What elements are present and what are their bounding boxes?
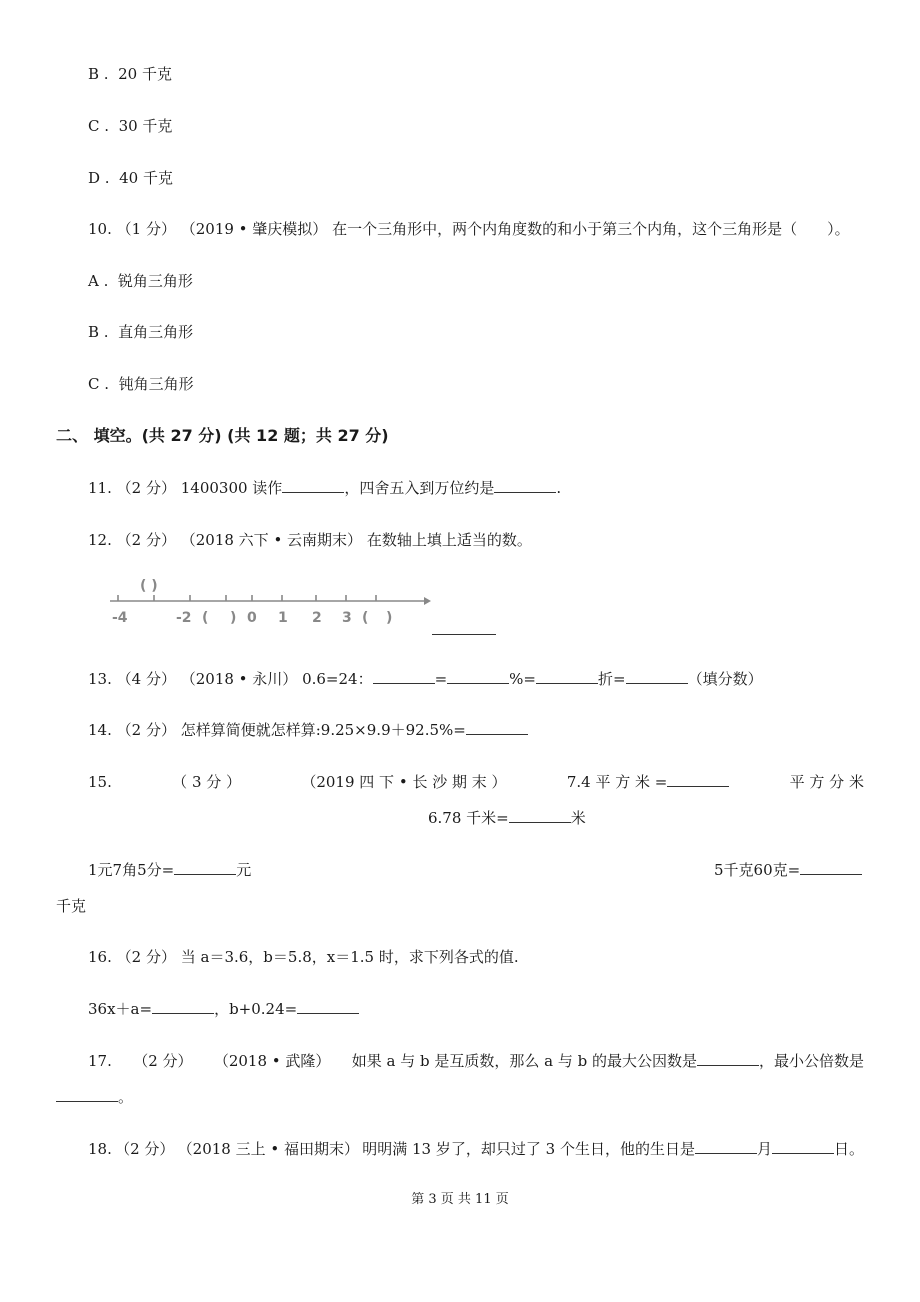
question-number: 12. — [88, 531, 112, 549]
option-text: 40 千克 — [119, 169, 173, 187]
question-source: （2018 三上 • 福田期末） — [177, 1140, 359, 1158]
question-stem: = — [434, 670, 448, 688]
answer-blank[interactable] — [509, 808, 571, 823]
q16-expressions — [88, 999, 359, 1019]
question-16 — [88, 947, 519, 967]
axis-label: 3 — [342, 610, 352, 626]
answer-blank[interactable] — [626, 669, 688, 684]
answer-blank[interactable] — [466, 720, 528, 735]
answer-blank[interactable] — [373, 669, 435, 684]
answer-blank[interactable] — [800, 860, 862, 875]
question-stem: 如果 a 与 b 是互质数，那么 a 与 b 的最大公因数是 — [351, 1052, 697, 1070]
axis-label: 0 — [247, 610, 257, 626]
question-stem: 36x＋a= — [88, 1000, 153, 1018]
question-number: 15. — [88, 773, 112, 791]
question-stem: 1元7角5分= — [88, 861, 175, 879]
answer-blank[interactable] — [174, 860, 236, 875]
axis-label: ( — [202, 610, 209, 626]
q15-item-1 — [567, 772, 730, 792]
q9-option-d — [88, 168, 173, 188]
question-15 — [88, 772, 864, 792]
axis-label: -4 — [112, 610, 128, 626]
question-18 — [88, 1139, 864, 1159]
question-17 — [88, 1051, 864, 1071]
question-13 — [88, 669, 763, 689]
q10-option-c — [88, 374, 194, 394]
question-11 — [88, 478, 561, 498]
question-stem: 日。 — [833, 1140, 864, 1158]
question-source: （2018 六下 • 云南期末） — [180, 531, 363, 549]
answer-blank[interactable] — [695, 1139, 757, 1154]
option-text: 30 千克 — [118, 117, 173, 135]
option-text: 20 千克 — [118, 65, 172, 83]
axis-label: ) — [230, 610, 237, 626]
axis-label: ( — [362, 610, 369, 626]
axis-label: ) — [386, 610, 393, 626]
question-10 — [88, 219, 850, 239]
answer-blank[interactable] — [667, 772, 729, 787]
axis-label: -2 — [176, 610, 192, 626]
q17-second-line — [56, 1087, 133, 1107]
question-stem: 5千克60克= — [714, 861, 801, 879]
option-key: C . — [88, 375, 110, 393]
question-score: （2 分） — [116, 531, 176, 549]
question-number: 17. — [88, 1052, 112, 1070]
answer-blank[interactable] — [152, 999, 214, 1014]
question-number: 10. — [88, 220, 112, 238]
q10-option-a — [88, 271, 193, 291]
question-stem: （填分数） — [687, 670, 763, 688]
question-stem: 当 a＝3.6，b＝5.8，x＝1.5 时，求下列各式的值. — [180, 948, 519, 966]
question-score: （1 分） — [116, 220, 176, 238]
page-footer: 第 3 页 共 11 页 — [411, 1192, 509, 1207]
arrow-head-icon — [424, 597, 431, 605]
question-stem: 元 — [236, 861, 252, 879]
number-line-figure — [106, 574, 436, 630]
axis-label: 1 — [278, 610, 288, 626]
option-key: B . — [88, 65, 109, 83]
q15-item-4-unit: 千克 — [56, 897, 87, 915]
question-stem: ，四舍五入到万位约是 — [344, 479, 495, 497]
question-stem: 怎样算简便就怎样算:9.25×9.9＋92.5%= — [180, 721, 466, 739]
question-stem: . — [556, 479, 562, 497]
question-stem: 在数轴上填上适当的数。 — [366, 531, 532, 549]
option-text: 直角三角形 — [118, 323, 194, 341]
question-stem: 月 — [756, 1140, 772, 1158]
answer-blank[interactable] — [697, 1051, 759, 1066]
option-key: C . — [88, 117, 110, 135]
question-stem: 1400300 读作 — [180, 479, 283, 497]
answer-blank[interactable] — [447, 669, 509, 684]
question-stem: 6.78 千米= — [428, 809, 509, 827]
question-stem: 折= — [598, 670, 626, 688]
q15-item-4 — [714, 860, 862, 880]
q18-stem — [362, 1139, 864, 1159]
question-stem: ，最小公倍数是 — [758, 1052, 864, 1070]
answer-blank[interactable] — [494, 478, 556, 493]
question-score: （2 分） — [115, 1140, 175, 1158]
option-key: D . — [88, 169, 110, 187]
answer-blank[interactable] — [536, 669, 598, 684]
q9-option-c — [88, 116, 172, 136]
q9-option-b — [88, 64, 172, 84]
q17-stem — [352, 1051, 864, 1071]
question-source: （2019 • 肇庆模拟） — [180, 220, 328, 238]
top-blank-label: ( ) — [140, 578, 158, 594]
question-source: （2018 • 永川） — [180, 670, 298, 688]
question-stem: 米 — [570, 809, 586, 827]
answer-blank[interactable] — [772, 1139, 834, 1154]
q15-item-3 — [88, 860, 251, 880]
question-score: （2 分） — [116, 479, 176, 497]
question-number: 14. — [88, 721, 112, 739]
question-score: （2 分） — [116, 948, 176, 966]
question-stem: 明明满 13 岁了，却只过了 3 个生日，他的生日是 — [362, 1140, 695, 1158]
question-stem: %= — [509, 670, 536, 688]
q15-item-2 — [428, 808, 586, 828]
question-stem: ，b+0.24= — [214, 1000, 298, 1018]
q10-option-b — [88, 322, 193, 342]
question-12 — [88, 530, 532, 550]
question-number: 11. — [88, 479, 112, 497]
question-number: 18. — [88, 1140, 112, 1158]
option-text: 锐角三角形 — [117, 272, 193, 290]
question-stem: 。 — [118, 1088, 134, 1106]
option-key: B . — [88, 323, 109, 341]
option-text: 钝角三角形 — [118, 375, 194, 393]
question-score: （4 分） — [116, 670, 176, 688]
answer-blank[interactable] — [56, 1087, 118, 1102]
question-stem: 平 方 分 米 — [789, 773, 864, 791]
answer-blank[interactable] — [432, 620, 496, 635]
question-score: （ 3 分 ） — [172, 773, 242, 791]
question-stem: 7.4 平 方 米 = — [566, 773, 668, 791]
axis-label: 2 — [312, 610, 322, 626]
question-score: （2 分） — [116, 721, 176, 739]
question-stem: 在一个三角形中，两个内角度数的和小于第三个内角，这个三角形是（ ）。 — [332, 220, 850, 238]
option-key: A . — [88, 272, 109, 290]
answer-blank[interactable] — [297, 999, 359, 1014]
question-source: （2019 四 下 • 长 沙 期 末 ） — [301, 773, 507, 791]
section-heading: 二、 填空。(共 27 分) (共 12 题；共 27 分) — [56, 426, 389, 445]
question-stem: 0.6=24： — [302, 670, 373, 688]
question-score: （2 分） — [133, 1052, 193, 1070]
question-source: （2018 • 武隆） — [213, 1052, 331, 1070]
answer-blank[interactable] — [282, 478, 344, 493]
question-14 — [88, 720, 528, 740]
question-number: 13. — [88, 670, 112, 688]
question-number: 16. — [88, 948, 112, 966]
